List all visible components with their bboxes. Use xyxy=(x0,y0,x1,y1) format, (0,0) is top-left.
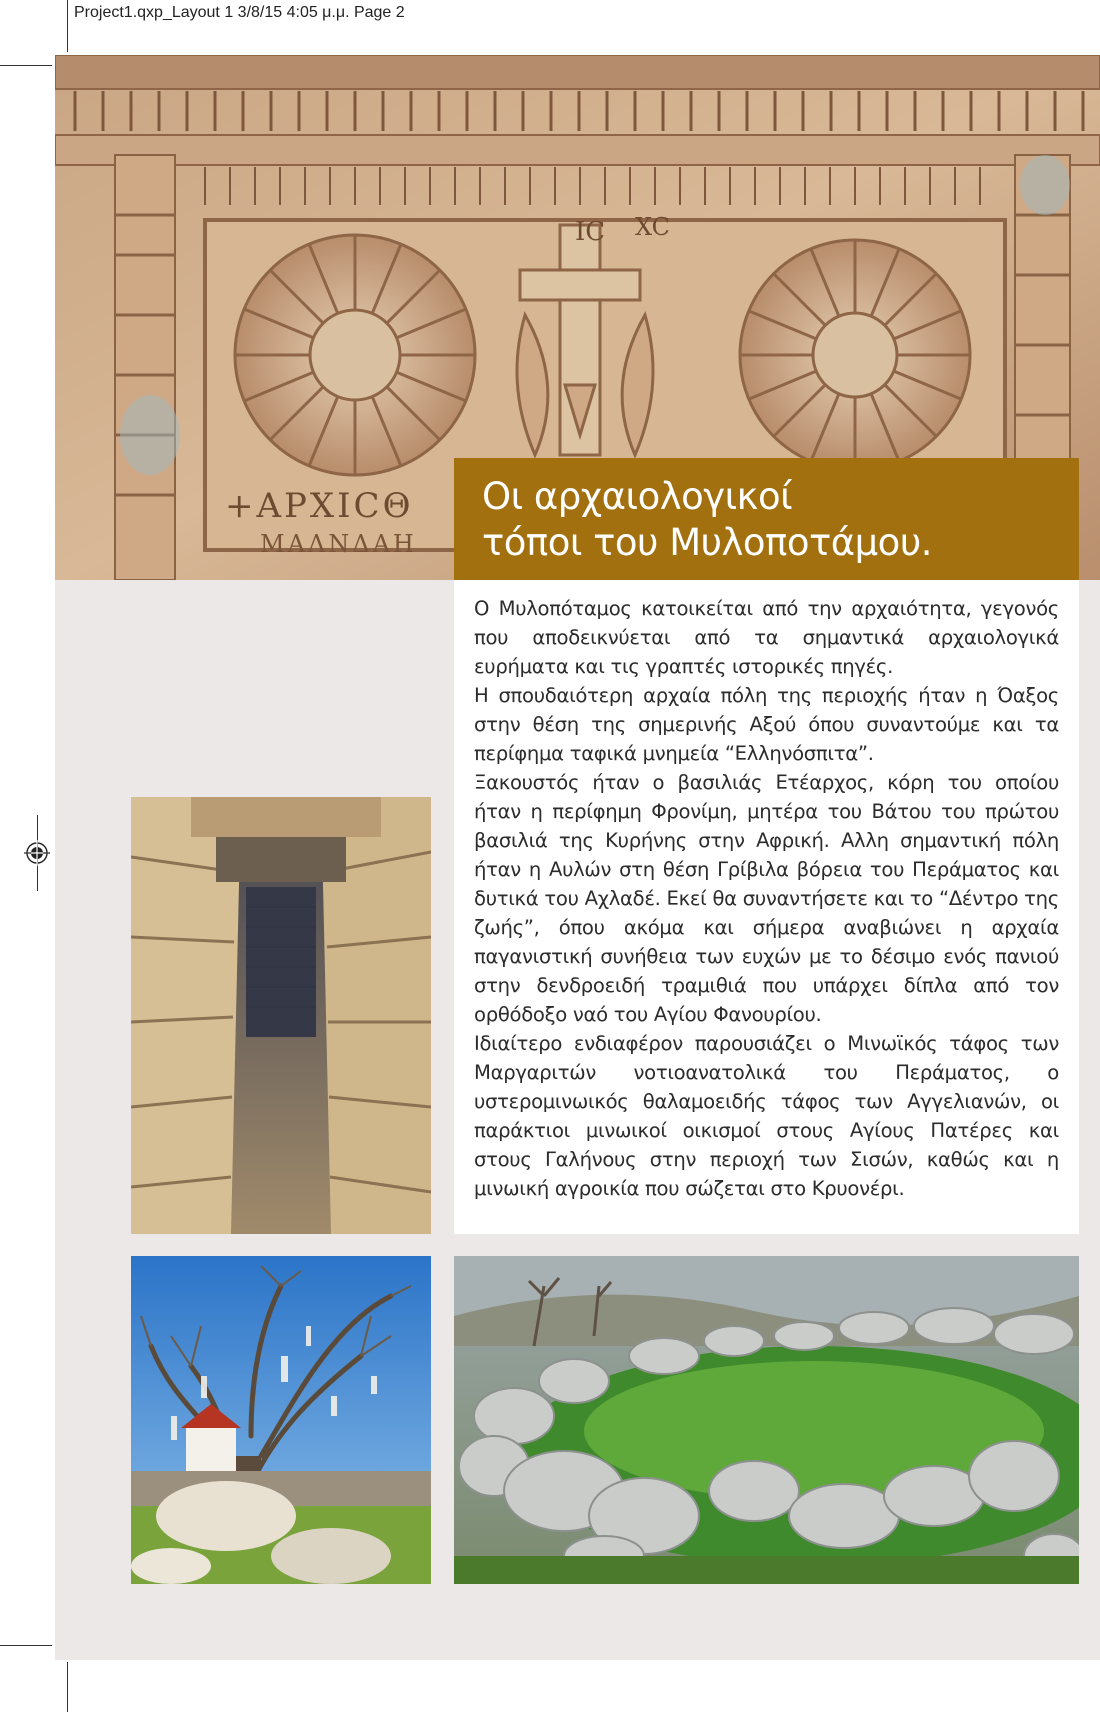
wishing-tree-photo xyxy=(131,1256,431,1584)
title-banner xyxy=(454,458,1079,580)
paragraph: Ιδιαίτερο ενδιαφέρον παρουσιάζει ο Μινωϊκός τάφος των Μαργαριτών νοτιοανατολικά του Περάματος, ο υστερομινωικός θαλαμοειδής τάφος των Αγγελιανών, οι παράκτιοι μινωικοί οικισμοί στους Αγίους Πατέρες και στους Γαλήνους στην περιοχή των Σισών, καθώς και η μινωική αγροικία που σώζεται στο Κρυονέρι. xyxy=(474,1032,1059,1200)
stone-tomb-passage-photo xyxy=(131,797,431,1234)
tomb-photo xyxy=(131,797,431,1234)
article-body xyxy=(454,580,1079,1234)
paragraph: Η σπουδαιότερη αρχαία πόλη της περιοχής ήταν η Όαξος στην θέση της σημερινής Αξού όπου συναντούμε και τα περίφημα ταφικά μνημεία “Ελληνόσπιτα”. xyxy=(474,684,1059,765)
tree-photo xyxy=(131,1256,431,1584)
paragraph: Ο Μυλοπόταμος κατοικείται από την αρχαιότητα, γεγονός που αποδεικνύεται από τα σημαντικά αρχαιολογικά ευρήματα και τις γραπτές ιστορικές πηγές. xyxy=(474,597,1059,678)
registration-mark-icon xyxy=(24,840,50,866)
minoan-stone-circle-photo xyxy=(454,1256,1079,1584)
relief-inscription-main: +ΑΡΧΙCΘ xyxy=(225,486,414,526)
title-line-2: τόποι του Μυλοποτάμου. xyxy=(482,521,932,564)
slug-line: Project1.qxp_Layout 1 3/8/15 4:05 μ.μ. Page 2 xyxy=(74,4,405,21)
relief-inscription-sub: ΜΑΛΝΔΑΗ xyxy=(260,530,417,558)
crop-mark xyxy=(67,1662,68,1712)
stone-circle-photo xyxy=(454,1256,1079,1584)
relief-inscription-ic: ΙC xyxy=(575,217,606,247)
crop-mark xyxy=(67,0,68,52)
relief-inscription-xc: XC xyxy=(635,213,671,241)
title-line-1: Οι αρχαιολογικοί xyxy=(482,475,793,518)
page-title xyxy=(482,474,1051,566)
crop-mark xyxy=(0,65,52,66)
paragraph: Ξακουστός ήταν ο βασιλιάς Ετέαρχος, κόρη του οποίου ήταν η περίφημη Φρονίμη, μητέρα του Βάτου του πρώτου βασιλιά της Κυρήνης στην Αφρική. Αλλη σημαντική πόλη ήταν η Αυλών στη θέση Γρίβιλα βόρεια του Περάματος και δυτικά του Αχλαδέ. Εκεί θα συναντήσετε και το “Δέντρο της ζωής”, όπου ακόμα και σήμερα αναβιώνει η αρχαία παγανιστική συνήθεια των ευχών με το δέσιμο ενός πανιού στην δενδροειδή τραμιθιά που υπάρχει δίπλα από τον ορθόδοξο ναό του Αγίου Φανουρίου. xyxy=(474,771,1059,1026)
crop-mark xyxy=(0,1645,52,1646)
